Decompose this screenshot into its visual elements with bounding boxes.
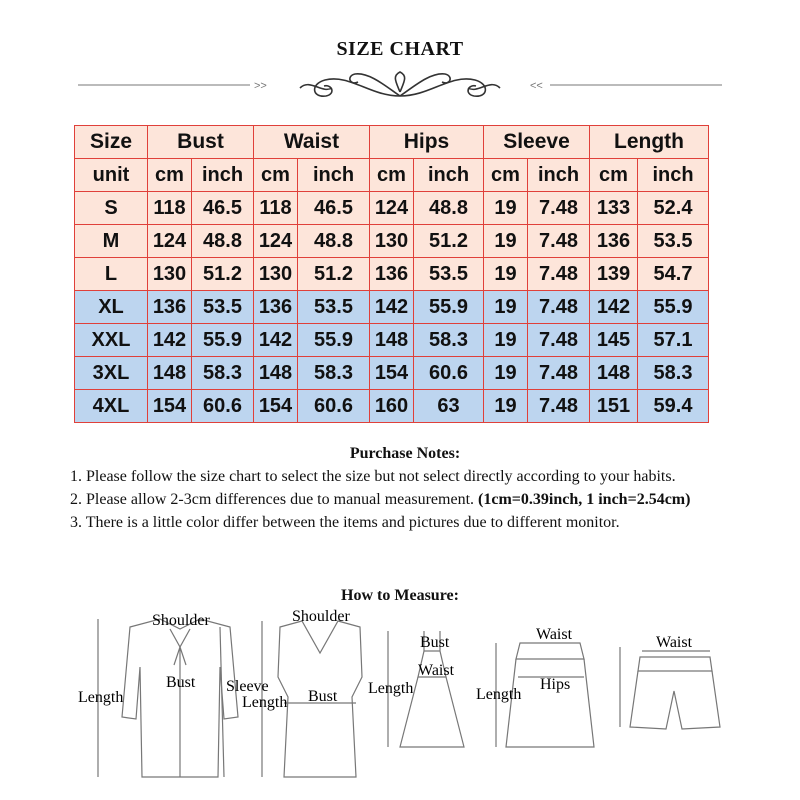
note-2-conversion: (1cm=0.39inch, 1 inch=2.54cm): [478, 491, 691, 508]
header-waist: Waist: [254, 126, 370, 159]
measurement-cell: 60.6: [298, 390, 370, 423]
size-row-m: [75, 225, 709, 258]
size-row-xxl: [75, 324, 709, 357]
label-hips: Hips: [540, 676, 571, 693]
measurement-cell: 54.7: [638, 258, 709, 291]
unit-cell: cm: [370, 159, 414, 192]
unit-cell: inch: [298, 159, 370, 192]
measurement-cell: 63: [414, 390, 484, 423]
unit-cell: cm: [148, 159, 192, 192]
measurement-cell: 154: [148, 390, 192, 423]
size-row-3xl: [75, 357, 709, 390]
unit-cell: inch: [414, 159, 484, 192]
size-label-cell: L: [75, 258, 148, 291]
measurement-cell: 53.5: [298, 291, 370, 324]
measurement-cell: 136: [148, 291, 192, 324]
label-shoulder-1: Shoulder: [152, 612, 210, 629]
measurement-cell: 53.5: [638, 225, 709, 258]
header-length: Length: [590, 126, 709, 159]
measurement-cell: 7.48: [528, 192, 590, 225]
measurement-cell: 51.2: [414, 225, 484, 258]
purchase-notes: [70, 442, 740, 534]
measurement-cell: 7.48: [528, 324, 590, 357]
measurement-cell: 46.5: [298, 192, 370, 225]
measurement-cell: 55.9: [414, 291, 484, 324]
measurement-cell: 51.2: [298, 258, 370, 291]
label-bust-2: Bust: [308, 688, 338, 705]
unit-cell: cm: [590, 159, 638, 192]
measurement-cell: 142: [254, 324, 298, 357]
measurement-cell: 142: [590, 291, 638, 324]
measurement-cell: 53.5: [414, 258, 484, 291]
size-label-cell: M: [75, 225, 148, 258]
measurement-cell: 19: [484, 324, 528, 357]
measurement-cell: 136: [370, 258, 414, 291]
measurement-cell: 139: [590, 258, 638, 291]
measurement-cell: 58.3: [414, 324, 484, 357]
ornament-divider: [70, 68, 730, 102]
measurement-cell: 19: [484, 225, 528, 258]
size-label-cell: S: [75, 192, 148, 225]
measurement-cell: 19: [484, 291, 528, 324]
measurement-cell: 19: [484, 390, 528, 423]
label-bust-1: Bust: [166, 674, 196, 691]
measurement-cell: 59.4: [638, 390, 709, 423]
size-label-cell: 3XL: [75, 357, 148, 390]
unit-cell: inch: [192, 159, 254, 192]
measurement-cell: 133: [590, 192, 638, 225]
measurement-cell: 19: [484, 357, 528, 390]
measurement-cell: 130: [148, 258, 192, 291]
measurement-cell: 136: [254, 291, 298, 324]
measurement-cell: 7.48: [528, 258, 590, 291]
header-size: Size: [75, 126, 148, 159]
note-2-text: 2. Please allow 2-3cm differences due to manual measurement.: [70, 491, 479, 508]
note-2: [70, 488, 740, 511]
measurement-cell: 124: [148, 225, 192, 258]
page-title: SIZE CHART: [336, 38, 464, 60]
unit-cell: unit: [75, 159, 148, 192]
label-waist-4: Waist: [536, 626, 573, 643]
measurement-cell: 142: [370, 291, 414, 324]
measurement-cell: 60.6: [414, 357, 484, 390]
measurement-cell: 148: [148, 357, 192, 390]
measurement-cell: 48.8: [298, 225, 370, 258]
measurement-cell: 124: [254, 225, 298, 258]
note-1: 1. Please follow the size chart to select the size but not select directly according to your habits.: [70, 468, 676, 485]
measurement-cell: 7.48: [528, 390, 590, 423]
measurement-cell: 58.3: [192, 357, 254, 390]
measurement-cell: 55.9: [638, 291, 709, 324]
label-waist-5: Waist: [656, 634, 693, 651]
label-length-1: Length: [78, 689, 124, 706]
measurement-cell: 55.9: [298, 324, 370, 357]
size-label-cell: XXL: [75, 324, 148, 357]
measurement-cell: 19: [484, 258, 528, 291]
label-length-4: Length: [476, 686, 522, 703]
unit-cell: cm: [254, 159, 298, 192]
size-label-cell: XL: [75, 291, 148, 324]
measurement-cell: 53.5: [192, 291, 254, 324]
size-row-4xl: [75, 390, 709, 423]
measurement-cell: 154: [254, 390, 298, 423]
size-chart-table: [74, 125, 709, 423]
measurement-cell: 154: [370, 357, 414, 390]
how-to-measure-heading: How to Measure:: [341, 587, 459, 604]
measurement-cell: 51.2: [192, 258, 254, 291]
measurement-cell: 118: [148, 192, 192, 225]
header-bust: Bust: [148, 126, 254, 159]
measurement-cell: 7.48: [528, 225, 590, 258]
measurement-cell: 55.9: [192, 324, 254, 357]
header-hips: Hips: [370, 126, 484, 159]
header-sleeve: Sleeve: [484, 126, 590, 159]
measurement-cell: 142: [148, 324, 192, 357]
label-shoulder-2: Shoulder: [292, 608, 350, 625]
shorts-diagram: [620, 647, 720, 729]
measurement-cell: 148: [254, 357, 298, 390]
measurement-cell: 148: [370, 324, 414, 357]
header-row: [75, 126, 709, 159]
note-3: 3. There is a little color differ between the items and pictures due to different monitor.: [70, 514, 620, 531]
measurement-cell: 130: [254, 258, 298, 291]
unit-cell: inch: [638, 159, 709, 192]
svg-text:>>: >>: [254, 80, 267, 92]
measurement-cell: 148: [590, 357, 638, 390]
size-row-l: [75, 258, 709, 291]
size-row-xl: [75, 291, 709, 324]
label-length-2: Length: [242, 694, 288, 711]
size-row-s: [75, 192, 709, 225]
measurement-cell: 19: [484, 192, 528, 225]
measurement-cell: 160: [370, 390, 414, 423]
measurement-cell: 52.4: [638, 192, 709, 225]
label-waist-3: Waist: [418, 662, 455, 679]
unit-row: [75, 159, 709, 192]
svg-text:<<: <<: [530, 80, 543, 92]
measurement-diagrams: [70, 607, 740, 787]
measurement-cell: 57.1: [638, 324, 709, 357]
measurement-cell: 48.8: [414, 192, 484, 225]
measurement-cell: 7.48: [528, 357, 590, 390]
size-label-cell: 4XL: [75, 390, 148, 423]
measurement-cell: 118: [254, 192, 298, 225]
measurement-cell: 46.5: [192, 192, 254, 225]
measurement-cell: 130: [370, 225, 414, 258]
measurement-cell: 48.8: [192, 225, 254, 258]
measurement-cell: 60.6: [192, 390, 254, 423]
label-length-3: Length: [368, 680, 414, 697]
measurement-cell: 145: [590, 324, 638, 357]
measurement-cell: 151: [590, 390, 638, 423]
unit-cell: cm: [484, 159, 528, 192]
label-sleeve: Sleeve: [226, 678, 269, 695]
measurement-cell: 58.3: [638, 357, 709, 390]
measurement-cell: 136: [590, 225, 638, 258]
label-bust-3: Bust: [420, 634, 450, 651]
measurement-cell: 58.3: [298, 357, 370, 390]
purchase-notes-heading: Purchase Notes:: [349, 445, 461, 462]
unit-cell: inch: [528, 159, 590, 192]
measurement-cell: 7.48: [528, 291, 590, 324]
measurement-cell: 124: [370, 192, 414, 225]
